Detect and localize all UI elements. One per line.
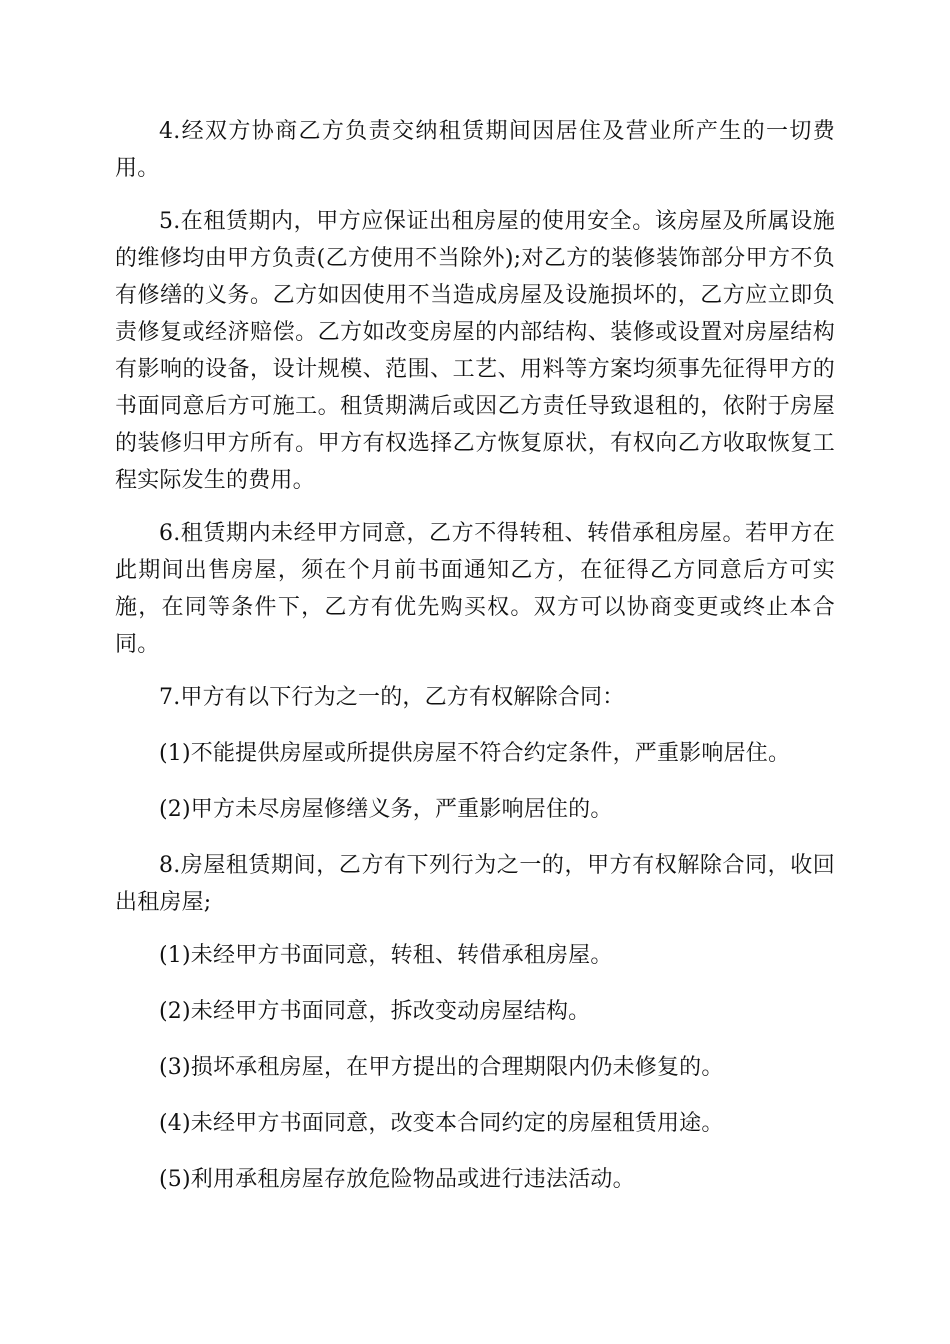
paragraph-clause-8-item-2: (2)未经甲方书面同意，拆改变动房屋结构。	[159, 999, 591, 1024]
paragraph-clause-7-item-2: (2)甲方未尽房屋修缮义务，严重影响居住的。	[159, 797, 613, 822]
paragraph-clause-8-item-5: (5)利用承租房屋存放危险物品或进行违法活动。	[159, 1167, 635, 1192]
paragraph-clause-8-item-3: (3)损坏承租房屋，在甲方提出的合理期限内仍未修复的。	[159, 1055, 724, 1080]
paragraph-clause-6: 6.租赁期内未经甲方同意，乙方不得转租、转借承租房屋。若甲方在此期间出售房屋，须在个月前书面通知乙方，在征得乙方同意后方可实施，在同等条件下，乙方有优先购买权。双方可以协商变更或终止本合同。	[115, 521, 835, 657]
paragraph-clause-4: 4.经双方协商乙方负责交纳租赁期间因居住及营业所产生的一切费用。	[115, 119, 835, 181]
paragraph-clause-7-item-1: (1)不能提供房屋或所提供房屋不符合约定条件，严重影响居住。	[159, 741, 791, 766]
paragraph-clause-5: 5.在租赁期内，甲方应保证出租房屋的使用安全。该房屋及所属设施的维修均由甲方负责(乙方使用不当除外);对乙方的装修装饰部分甲方不负有修缮的义务。乙方如因使用不当造成房屋及设施损坏的，乙方应立即负责修复或经济赔偿。乙方如改变房屋的内部结构、装修或设置对房屋结构有影响的设备，设计规模、范围、工艺、用料等方案均须事先征得甲方的书面同意后方可施工。租赁期满后或因乙方责任导致退租的，依附于房屋的装修归甲方所有。甲方有权选择乙方恢复原状，有权向乙方收取恢复工程实际发生的费用。	[115, 209, 835, 493]
paragraph-clause-8-item-4: (4)未经甲方书面同意，改变本合同约定的房屋租赁用途。	[159, 1111, 724, 1136]
paragraph-clause-7: 7.甲方有以下行为之一的，乙方有权解除合同：	[159, 685, 625, 710]
document-body	[115, 113, 835, 1217]
paragraph-clause-8-item-1: (1)未经甲方书面同意，转租、转借承租房屋。	[159, 943, 613, 968]
paragraph-clause-8: 8.房屋租赁期间，乙方有下列行为之一的，甲方有权解除合同，收回出租房屋;	[115, 853, 835, 915]
